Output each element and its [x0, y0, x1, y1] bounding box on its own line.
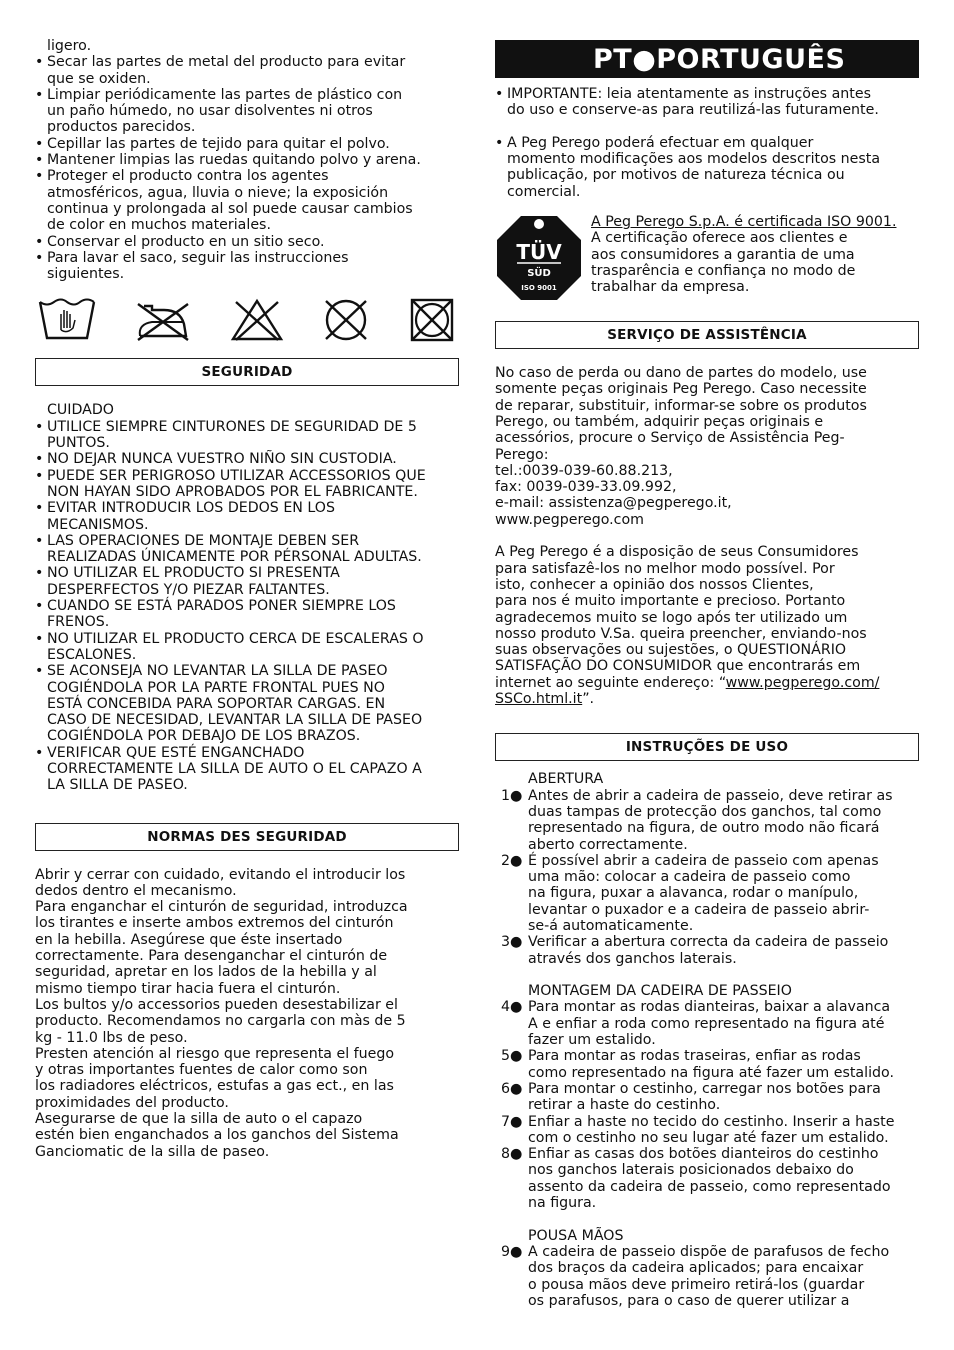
servico-text — [495, 365, 919, 675]
continued-line: LA SILLA DE PASEO. — [47, 777, 188, 794]
step-text: Enfiar as casas dos botões dianteiros do cestinho — [528, 1146, 879, 1163]
step-text: É possível abrir a cadeira de passeio com apenas — [528, 852, 879, 869]
step-text: Para montar o cestinho, carregar nos botões para — [528, 1080, 881, 1097]
bullet-item — [35, 468, 459, 484]
continued-line: ligero. — [47, 38, 92, 54]
continued-line: os parafusos, para o caso de querer utilizar a — [528, 1292, 850, 1309]
bullet-dot: • — [35, 663, 44, 680]
step-text: Antes de abrir a cadeira de passeio, deve retirar as — [528, 787, 893, 804]
bullet-item — [35, 500, 459, 516]
numbered-step — [495, 1114, 919, 1130]
text-line: nosso produto V.Sa. queira preencher, enviando-nos — [495, 625, 867, 642]
bullet-item — [35, 745, 459, 761]
bullet-text: VERIFICAR QUE ESTÉ ENGANCHADO — [47, 744, 305, 761]
continued-line: através dos ganchos laterais. — [528, 950, 737, 967]
bullet-text: Conservar el producto en un sitio seco. — [47, 233, 325, 250]
text-line: e-mail: assistenza@pegperego.it, — [495, 495, 732, 512]
bullet-item — [35, 598, 459, 614]
text-line: de reparar, substituir, informar-se sobre os produtos — [495, 397, 867, 414]
continued-line: com o cestinho no seu lugar até fazer um estalido. — [528, 1129, 889, 1146]
step-text: Enfiar a haste no tecido do cestinho. Inserir a haste — [528, 1113, 895, 1130]
text-line: somente peças originais Peg Perego. Caso necessite — [495, 381, 867, 398]
continued-line: FRENOS. — [47, 614, 110, 631]
text-line: aos consumidores a garantia de uma — [591, 246, 855, 263]
text-line: mismo tiempo tirar hacia fuera el cinturón. — [35, 980, 341, 997]
bullet-item — [35, 168, 459, 184]
continued-line: momento modificações aos modelos descritos nesta — [507, 151, 881, 168]
blank-line — [495, 1211, 919, 1227]
continued-line: REALIZADAS ÚNICAMENTE POR PÉRSONAL ADULTAS. — [47, 549, 422, 566]
bullet-item — [35, 565, 459, 581]
iso-text: ISO 9001 — [521, 284, 557, 293]
continued-line: un paño húmedo, no usar disolventes ni otros — [47, 103, 373, 120]
text-line: producto. Recomendamos no cargarla con màs de 5 — [35, 1013, 406, 1030]
bullet-dot: • — [35, 135, 44, 152]
continued-line: se-á automaticamente. — [528, 917, 694, 934]
continued-line: levantar o puxador e a cadeira de passeio abrir- — [528, 901, 870, 918]
survey-link-cont[interactable]: SSCo.html.it — [495, 691, 583, 708]
bullet-item — [35, 451, 459, 467]
continued-line: CASO DE NECESIDAD, LEVANTAR LA SILLA DE PASEO — [47, 712, 423, 729]
continued-line: COGIÉNDOLA POR LA PARTE FRONTAL PUES NO — [47, 679, 385, 696]
bullet-text: Cepillar las partes de tejido para quitar el polvo. — [47, 135, 390, 152]
text-line: agradecemos muito se logo após ter utilizado um — [495, 609, 848, 626]
bullet-dot: • — [35, 418, 44, 435]
bullet-item — [35, 250, 459, 266]
text-line: www.pegperego.com — [495, 511, 644, 528]
bullet-dot: • — [35, 500, 44, 517]
continued-line: assento da cadeira de passeio, como representado — [528, 1178, 891, 1195]
step-number: 6● — [501, 1080, 523, 1097]
continued-line: COGIÉNDOLA POR DEBAJO DE LOS BRAZOS. — [47, 728, 361, 745]
continued-line: PUNTOS. — [47, 435, 110, 452]
servico-heading: SERVIÇO DE ASSISTÊNCIA — [495, 321, 919, 349]
text-line: trabalhar da empresa. — [591, 279, 750, 296]
continued-line: continua y prolongada al sol puede causar cambios — [47, 200, 413, 217]
normas-heading: NORMAS DES SEGURIDAD — [35, 823, 459, 851]
survey-link-line-2: SSCo.html.it”. — [495, 691, 595, 708]
normas-text — [35, 867, 459, 1160]
text-line: en la hebilla. Asegúrese que éste insertado — [35, 931, 343, 948]
step-text: A cadeira de passeio dispõe de parafusos de fecho — [528, 1243, 890, 1260]
continued-line: CUIDADO — [47, 402, 114, 419]
continued-line: ESCALONES. — [47, 646, 137, 663]
subheading: MONTAGEM DA CADEIRA DE PASSEIO — [528, 983, 792, 1000]
text-line: para nos é muito importante e precioso. Portanto — [495, 593, 846, 610]
tuv-sud-iso-9001-logo — [495, 214, 583, 302]
bullet-dot: • — [495, 134, 504, 151]
text-line: isto, conhecer a opinião dos nossos Clientes, — [495, 576, 814, 593]
text-line: kg - 11.0 lbs de peso. — [35, 1029, 188, 1046]
bullet-text: Limpiar periódicamente las partes de plástico con — [47, 86, 403, 103]
bullet-text: IMPORTANTE: leia atentamente as instruções antes — [507, 86, 871, 102]
blank-line — [495, 119, 919, 135]
continued-line: A e enfiar a roda como representado na figura até — [528, 1015, 885, 1032]
no-ironing-icon — [134, 298, 192, 342]
bullet-dot: • — [35, 168, 44, 185]
right-column — [495, 38, 919, 1309]
continued-line: productos parecidos. — [47, 119, 196, 136]
continued-line: na figura. — [528, 1195, 597, 1212]
bullet-dot: • — [35, 86, 44, 103]
numbered-step — [495, 934, 919, 950]
text-line: Ganciomatic de la silla de paseo. — [35, 1143, 270, 1160]
subheading: POUSA MÃOS — [528, 1227, 624, 1244]
text-line: SATISFAÇÃO DO CONSUMIDOR que encontrarás em — [495, 658, 861, 675]
bullet-dot: • — [35, 630, 44, 647]
step-number: 1● — [501, 787, 523, 804]
continued-line: retirar a haste do cestinho. — [528, 1097, 721, 1114]
continued-line: comercial. — [507, 183, 581, 200]
text-line: Perego: — [495, 446, 549, 463]
bullet-text: Para lavar el saco, seguir las instrucciones — [47, 249, 349, 266]
step-number: 9● — [501, 1243, 523, 1260]
text-line: y otras importantes fuentes de calor como son — [35, 1062, 368, 1079]
text-line: dedos dentro el mecanismo. — [35, 882, 237, 899]
survey-link-line-1: internet ao seguinte endereço: “www.pegperego.com/ — [495, 674, 880, 691]
bullet-dot: • — [35, 451, 44, 468]
bullet-item — [35, 152, 459, 168]
language-title: PT●PORTUGUÊS — [495, 40, 919, 78]
bullet-item — [35, 87, 459, 103]
no-dry-clean-icon — [321, 298, 371, 342]
certification-block — [495, 214, 919, 302]
certification-text — [591, 214, 896, 302]
text-line: suas observações ou sujestões, o QUESTIONÁRIO — [495, 642, 847, 659]
continued-line: MECANISMOS. — [47, 516, 149, 533]
bullet-text: EVITAR INTRODUCIR LOS DEDOS EN LOS — [47, 500, 335, 517]
continued-line: na figura, puxar a alavanca, rodar o manípulo, — [528, 885, 859, 902]
important-notes — [495, 86, 919, 200]
continued-line: publicação, por motivos de natureza técnica ou — [507, 167, 845, 184]
subheading: ABERTURA — [528, 771, 604, 788]
bullet-dot: • — [35, 744, 44, 761]
continued-line: aberto correctamente. — [528, 836, 688, 853]
numbered-step — [495, 788, 919, 804]
text-line: para satisfazê-los no melhor modo possível. Por — [495, 560, 835, 577]
continued-line: ESTÁ CONCEBIDA PARA SOPORTAR CARGAS. EN — [47, 695, 386, 712]
bullet-dot: • — [35, 467, 44, 484]
hand-wash-icon — [37, 298, 97, 342]
bullet-text: LAS OPERACIONES DE MONTAJE DEBEN SER — [47, 532, 360, 549]
numbered-step — [495, 999, 919, 1015]
bullet-text: CUANDO SE ESTÁ PARADOS PONER SIEMPRE LOS — [47, 598, 396, 615]
continued-line: representado na figura, de outro modo não ficará — [528, 820, 880, 837]
bullet-item — [495, 86, 919, 102]
bullet-text: NO UTILIZAR EL PRODUCTO SI PRESENTA — [47, 565, 340, 582]
text-line: Abrir y cerrar con cuidado, evitando el introducir los — [35, 866, 406, 883]
text-line: los tirantes e inserte ambos extremos del cinturón — [35, 915, 394, 932]
continued-line: siguientes. — [47, 266, 125, 283]
continued-line: fazer um estalido. — [528, 1032, 656, 1049]
bullet-item — [35, 234, 459, 250]
left-column — [35, 38, 459, 1160]
care-instructions-list — [35, 38, 459, 282]
text-line: Presten atención al riesgo que representa el fuego — [35, 1045, 395, 1062]
text-line: seguridad, apretar en los lados de la hebilla y al — [35, 964, 377, 981]
continued-line: dos braços da cadeira aplicados; para encaixar — [528, 1260, 864, 1277]
continued-line: como representado na figura até fazer um estalido. — [528, 1064, 894, 1081]
bullet-text: A Peg Perego poderá efectuar em qualquer — [507, 134, 814, 151]
continued-line: que se oxiden. — [47, 70, 151, 87]
continued-line: de color en muchos materiales. — [47, 217, 271, 234]
blank-line — [495, 967, 919, 983]
text-line: proximidades del producto. — [35, 1094, 229, 1111]
bullet-dot: • — [35, 249, 44, 266]
bullet-dot: • — [35, 598, 44, 615]
bullet-item — [35, 631, 459, 647]
text-line: estén bien enganchados a los ganchos del Sistema — [35, 1127, 399, 1144]
bullet-dot: • — [35, 54, 44, 71]
text-line: Perego, ou também, adquirir peças originais e — [495, 413, 824, 430]
continued-line: DESPERFECTOS Y/O PIEZAR FALTANTES. — [47, 581, 330, 598]
care-symbols-row — [37, 296, 456, 344]
numbered-step — [495, 1081, 919, 1097]
text-line: A Peg Perego é a disposição de seus Consumidores — [495, 544, 859, 561]
numbered-step — [495, 1146, 919, 1162]
text-line — [495, 528, 919, 544]
no-bleach-icon — [230, 298, 284, 342]
continued-line: nos ganchos laterais posicionados debaixo do — [528, 1162, 854, 1179]
seguridad-list — [35, 402, 459, 793]
text-line: acessórios, procure o Serviço de Assistência Peg- — [495, 430, 845, 447]
text-line: A Peg Perego S.p.A. é certificada ISO 9001. — [591, 214, 897, 231]
survey-link[interactable]: www.pegperego.com/ — [725, 674, 880, 691]
text-line: los radiadores eléctricos, estufas a gas ect., en las — [35, 1078, 394, 1095]
text-line: A certificação oferece aos clientes e — [591, 230, 848, 247]
step-number: 4● — [501, 999, 523, 1016]
bullet-dot: • — [35, 152, 44, 169]
text-line: trasparência e confiança no modo de — [591, 262, 856, 279]
bullet-dot: • — [35, 532, 44, 549]
step-number: 7● — [501, 1113, 523, 1130]
bullet-item — [35, 663, 459, 679]
text-line: fax: 0039-039-33.09.992, — [495, 479, 677, 496]
instrucoes-heading: INSTRUÇÕES DE USO — [495, 733, 919, 761]
continued-line: CORRECTAMENTE LA SILLA DE AUTO O EL CAPAZO A — [47, 760, 422, 777]
bullet-dot: • — [495, 86, 504, 102]
numbered-step — [495, 1244, 919, 1260]
numbered-step — [495, 853, 919, 869]
bullet-item — [35, 533, 459, 549]
step-number: 8● — [501, 1146, 523, 1163]
step-number: 3● — [501, 934, 523, 951]
bullet-item — [35, 419, 459, 435]
bullet-dot: • — [35, 233, 44, 250]
continued-line: NON HAYAN SIDO APROBADOS POR EL FABRICANTE. — [47, 483, 418, 500]
bullet-text: Secar las partes de metal del producto para evitar — [47, 54, 406, 71]
continued-line: atmosféricos, agua, lluvia o nieve; la exposición — [47, 184, 389, 201]
bullet-text: SE ACONSEJA NO LEVANTAR LA SILLA DE PASEO — [47, 663, 388, 680]
bullet-text: Proteger el producto contra los agentes — [47, 168, 329, 185]
text-line: Asegurarse de que la silla de auto o el capazo — [35, 1111, 363, 1128]
text-line: correctamente. Para desenganchar el cinturón de — [35, 948, 388, 965]
numbered-step — [495, 1048, 919, 1064]
bullet-dot: • — [35, 565, 44, 582]
seguridad-heading: SEGURIDAD — [35, 358, 459, 386]
bullet-text: PUEDE SER PERIGROSO UTILIZAR ACCESSORIOS QUE — [47, 467, 426, 484]
step-text: Verificar a abertura correcta da cadeira de passeio — [528, 934, 889, 951]
continued-line: o pousa mãos deve primeiro retirá-los (guardar — [528, 1276, 865, 1293]
bullet-text: UTILICE SIEMPRE CINTURONES DE SEGURIDAD DE 5 — [47, 418, 417, 435]
bullet-text: Mantener limpias las ruedas quitando polvo y arena. — [47, 152, 421, 169]
step-number: 2● — [501, 852, 523, 869]
sud-text: SÜD — [527, 268, 551, 280]
step-text: Para montar as rodas dianteiras, baixar a alavanca — [528, 999, 891, 1016]
step-text: Para montar as rodas traseiras, enfiar as rodas — [528, 1048, 861, 1065]
bullet-item — [35, 136, 459, 152]
continued-line: duas tampas de protecção dos ganchos, tal como — [528, 803, 882, 820]
step-number: 5● — [501, 1048, 523, 1065]
text-line: tel.:0039-039-60.88.213, — [495, 462, 673, 479]
bullet-text: NO DEJAR NUNCA VUESTRO NIÑO SIN CUSTODIA. — [47, 451, 397, 468]
text-line: No caso de perda ou dano de partes do modelo, use — [495, 365, 867, 382]
continued-line: uma mão: colocar a cadeira de passeio como — [528, 869, 851, 886]
instrucoes-list — [495, 771, 919, 1309]
bullet-item — [495, 135, 919, 151]
text-line: Los bultos y/o accessorios pueden desestabilizar el — [35, 996, 398, 1013]
continued-line: do uso e conserve-as para reutilizá-las futuramente. — [507, 102, 879, 119]
no-tumble-dry-icon — [408, 298, 456, 342]
text-line: Para enganchar el cinturón de seguridad, introduzca — [35, 899, 408, 916]
bullet-text: NO UTILIZAR EL PRODUCTO CERCA DE ESCALERAS O — [47, 630, 424, 647]
bullet-item — [35, 54, 459, 70]
tuv-text: TÜV — [516, 240, 562, 265]
